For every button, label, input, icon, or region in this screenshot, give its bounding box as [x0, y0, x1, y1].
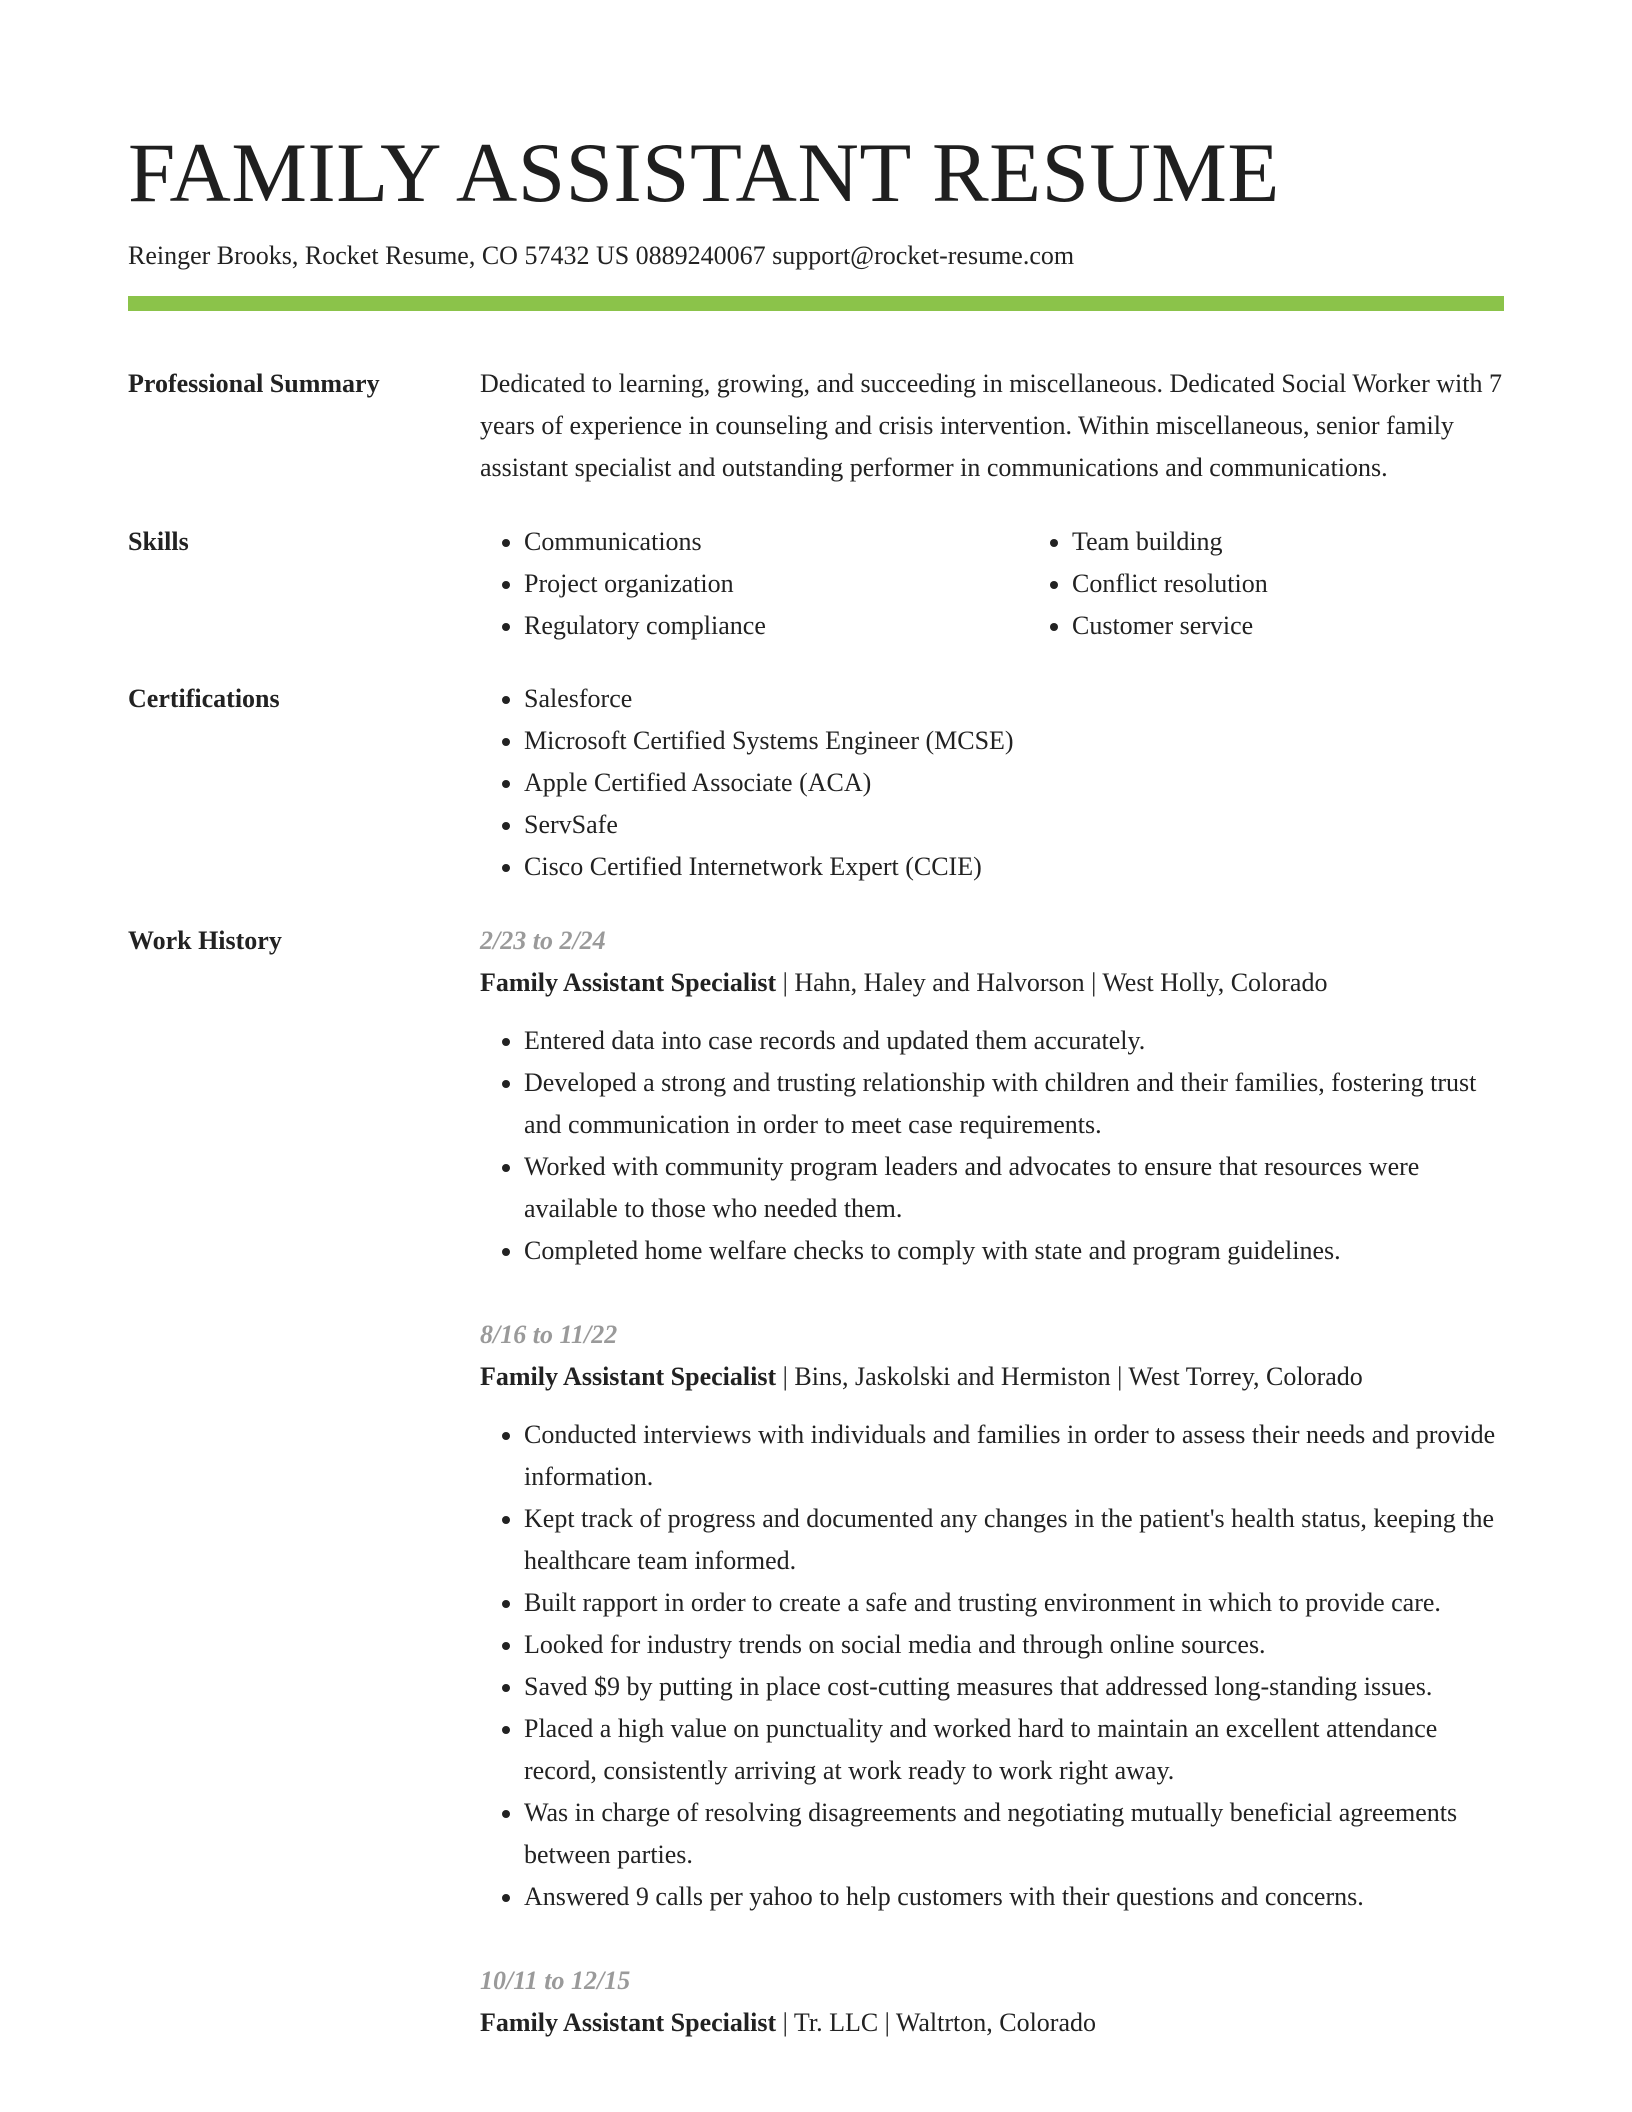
section-label-certifications: Certifications	[128, 684, 280, 713]
header-divider	[128, 296, 1504, 311]
section-label-skills: Skills	[128, 527, 189, 556]
job-bullets	[480, 1020, 1504, 1272]
job-bullets	[480, 1414, 1504, 1918]
certification-item: • Microsoft Certified Systems Engineer (MCSE)	[524, 720, 1504, 762]
work-history-section	[128, 920, 1504, 2086]
job-dates: 2/23 to 2/24	[480, 926, 606, 955]
section-label-work-history: Work History	[128, 926, 282, 955]
summary-text: Dedicated to learning, growing, and succeeding in miscellaneous. Dedicated Social Worker with 7 years of experience in counseling and crisis intervention. Within miscellaneous, senior family assistant specialist and outstanding performer in communications and communications.	[480, 369, 1502, 482]
job-bullet: • Was in charge of resolving disagreements and negotiating mutually beneficial agreements between parties.	[524, 1792, 1504, 1876]
job-title: Family Assistant Specialist	[480, 2008, 777, 2037]
job-heading	[480, 2002, 1504, 2044]
job-bullet: • Entered data into case records and updated them accurately.	[524, 1020, 1504, 1062]
resume-title: FAMILY ASSISTANT RESUME	[128, 126, 1280, 220]
job-title: Family Assistant Specialist	[480, 968, 777, 997]
job-bullet: • Answered 9 calls per yahoo to help customers with their questions and concerns.	[524, 1876, 1504, 1918]
job-bullet: • Built rapport in order to create a safe and trusting environment in which to provide care.	[524, 1582, 1504, 1624]
job-heading	[480, 1356, 1504, 1398]
job-bullet: • Looked for industry trends on social media and through online sources.	[524, 1624, 1504, 1666]
job-bullet: • Placed a high value on punctuality and worked hard to maintain an excellent attendance record, consistently arriving at work ready to work right away.	[524, 1708, 1504, 1792]
section-label-summary: Professional Summary	[128, 369, 380, 398]
skill-item: • Team building	[1072, 521, 1576, 563]
job-entry	[480, 920, 1504, 1272]
certification-item: • Salesforce	[524, 678, 1504, 720]
job-bullet: • Developed a strong and trusting relationship with children and their families, fostering trust and communication in order to meet case requirements.	[524, 1062, 1504, 1146]
job-dates: 10/11 to 12/15	[480, 1966, 631, 1995]
job-dates: 8/16 to 11/22	[480, 1320, 618, 1349]
job-entry	[480, 1314, 1504, 1918]
skill-item: • Regulatory compliance	[524, 605, 1028, 647]
job-bullet: • Saved $9 by putting in place cost-cutting measures that addressed long-standing issues.	[524, 1666, 1504, 1708]
certification-item: • ServSafe	[524, 804, 1504, 846]
skill-item: • Customer service	[1072, 605, 1576, 647]
contact-info: Reinger Brooks, Rocket Resume, CO 57432 US 0889240067 support@rocket-resume.com	[128, 241, 1075, 270]
job-bullet: • Conducted interviews with individuals and families in order to assess their needs and provide information.	[524, 1414, 1504, 1498]
skills-section	[128, 521, 1504, 647]
job-entry	[480, 1960, 1504, 2044]
certification-item: • Cisco Certified Internetwork Expert (CCIE)	[524, 846, 1504, 888]
job-heading	[480, 962, 1504, 1004]
skill-item: • Project organization	[524, 563, 1028, 605]
job-title: Family Assistant Specialist	[480, 1362, 777, 1391]
job-bullet: • Kept track of progress and documented any changes in the patient's health status, keeping the healthcare team informed.	[524, 1498, 1504, 1582]
skills-list-col2	[1028, 521, 1576, 647]
skill-item: • Communications	[524, 521, 1028, 563]
certifications-section	[128, 678, 1504, 888]
job-details: | Bins, Jaskolski and Hermiston | West Torrey, Colorado	[776, 1362, 1363, 1391]
certifications-list	[480, 678, 1504, 888]
summary-section	[128, 363, 1504, 489]
job-details: | Tr. LLC | Waltrton, Colorado	[776, 2008, 1096, 2037]
job-bullet: • Completed home welfare checks to comply with state and program guidelines.	[524, 1230, 1504, 1272]
job-bullet: • Worked with community program leaders and advocates to ensure that resources were available to those who needed them.	[524, 1146, 1504, 1230]
skill-item: • Conflict resolution	[1072, 563, 1576, 605]
job-details: | Hahn, Haley and Halvorson | West Holly, Colorado	[776, 968, 1328, 997]
certification-item: • Apple Certified Associate (ACA)	[524, 762, 1504, 804]
resume-page	[128, 118, 1504, 2086]
skills-list-col1	[480, 521, 1028, 647]
